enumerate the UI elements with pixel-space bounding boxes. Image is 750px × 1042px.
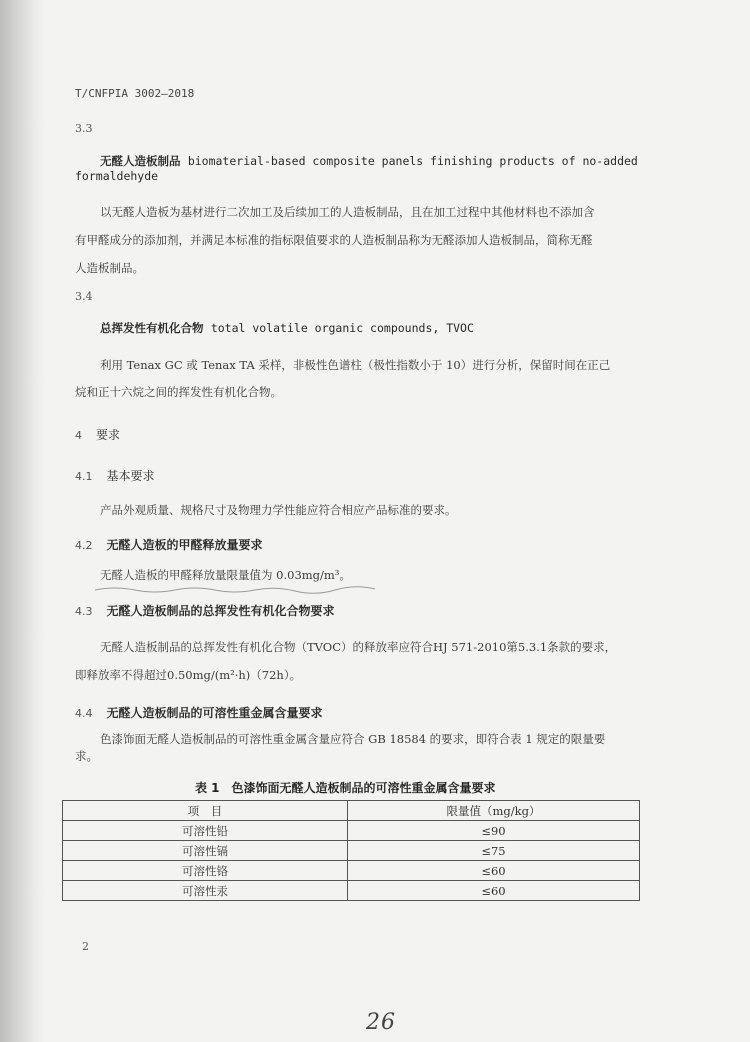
clause-4-4-heading [75, 702, 323, 721]
clause-4-3-title: 无醛人造板制品的总挥发性有机化合物要求 [106, 604, 335, 618]
header-limit: 限量值（mg/kg） [348, 801, 640, 821]
term-3-4-en: total volatile organic compounds, TVOC [210, 321, 474, 335]
row-item: 可溶性汞 [63, 881, 348, 901]
pencil-underline [95, 584, 375, 596]
row-item: 可溶性铅 [63, 821, 348, 841]
clause-4-3-text-line-1: 无醛人造板制品的总挥发性有机化合物（TVOC）的释放率应符合HJ 571-2010第5.3.1条款的要求， [100, 640, 617, 654]
clause-4-2-number: 4.2 [75, 539, 93, 552]
clause-number-3-3: 3.3 [75, 122, 93, 135]
row-item: 可溶性镉 [63, 841, 348, 861]
clause-4-1-number: 4.1 [75, 470, 93, 483]
table-row [63, 861, 640, 881]
term-3-3 [100, 153, 638, 169]
table-row [63, 821, 640, 841]
term-3-4 [100, 320, 474, 336]
section-4-title: 要求 [96, 428, 121, 442]
clause-4-4-title: 无醛人造板制品的可溶性重金属含量要求 [106, 706, 323, 720]
term-3-3-cn: 无醛人造板制品 [100, 154, 181, 168]
clause-4-4-text-line-2: 求。 [75, 749, 98, 763]
clause-4-3-heading [75, 600, 335, 619]
clause-4-1-text: 产品外观质量、规格尺寸及物理力学性能应符合相应产品标准的要求。 [100, 503, 457, 517]
definition-3-3-line-2: 有甲醛成分的添加剂，并满足本标准的指标限值要求的人造板制品称为无醛添加人造板制品，简称无醛 [75, 233, 593, 247]
clause-4-4-text-line-1: 色漆饰面无醛人造板制品的可溶性重金属含量应符合 GB 18584 的要求，即符合表 1 规定的限量要 [100, 732, 606, 746]
clause-number-3-4: 3.4 [75, 290, 93, 303]
clause-4-2-text: 无醛人造板的甲醛释放量限量值为 0.03mg/m³。 [100, 568, 351, 582]
row-item: 可溶性铬 [63, 861, 348, 881]
row-limit: ≤60 [348, 881, 640, 901]
definition-3-4-line-2: 烷和正十六烷之间的挥发性有机化合物。 [75, 385, 282, 399]
heavy-metal-limits-table [62, 800, 640, 901]
section-4-number: 4 [75, 429, 82, 442]
binding-shadow [0, 0, 46, 1042]
page-number: 2 [82, 940, 89, 953]
term-3-4-cn: 总挥发性有机化合物 [100, 321, 204, 335]
definition-3-3-line-3: 人造板制品。 [75, 261, 144, 275]
clause-4-1-heading [75, 465, 155, 484]
term-3-3-en: biomaterial-based composite panels finishing products of no-added [187, 154, 638, 168]
clause-4-3-text-line-2: 即释放率不得超过0.50mg/(m²·h)（72h）。 [75, 668, 302, 682]
row-limit: ≤75 [348, 841, 640, 861]
clause-4-4-number: 4.4 [75, 707, 93, 720]
clause-4-2-title: 无醛人造板的甲醛释放量要求 [106, 538, 263, 552]
definition-3-4-line-1: 利用 Tenax GC 或 Tenax TA 采样，非极性色谱柱（极性指数小于 10）进行分析，保留时间在正己 [100, 358, 611, 372]
section-4-heading [75, 424, 120, 443]
table-row [63, 881, 640, 901]
term-3-3-en-cont: formaldehyde [75, 169, 159, 183]
table-header-row [63, 801, 640, 821]
table-row [63, 841, 640, 861]
row-limit: ≤90 [348, 821, 640, 841]
row-limit: ≤60 [348, 861, 640, 881]
handwritten-page-number: 26 [366, 1010, 396, 1035]
header-item: 项 目 [63, 801, 348, 821]
clause-4-1-title: 基本要求 [106, 469, 155, 483]
clause-4-3-number: 4.3 [75, 605, 93, 618]
definition-3-3-line-1: 以无醛人造板为基材进行二次加工及后续加工的人造板制品，且在加工过程中其他材料也不添加含 [100, 205, 595, 219]
clause-4-2-heading [75, 534, 263, 553]
table-caption: 表 1 色漆饰面无醛人造板制品的可溶性重金属含量要求 [195, 781, 496, 795]
standard-number: T/CNFPIA 3002—2018 [75, 87, 195, 100]
